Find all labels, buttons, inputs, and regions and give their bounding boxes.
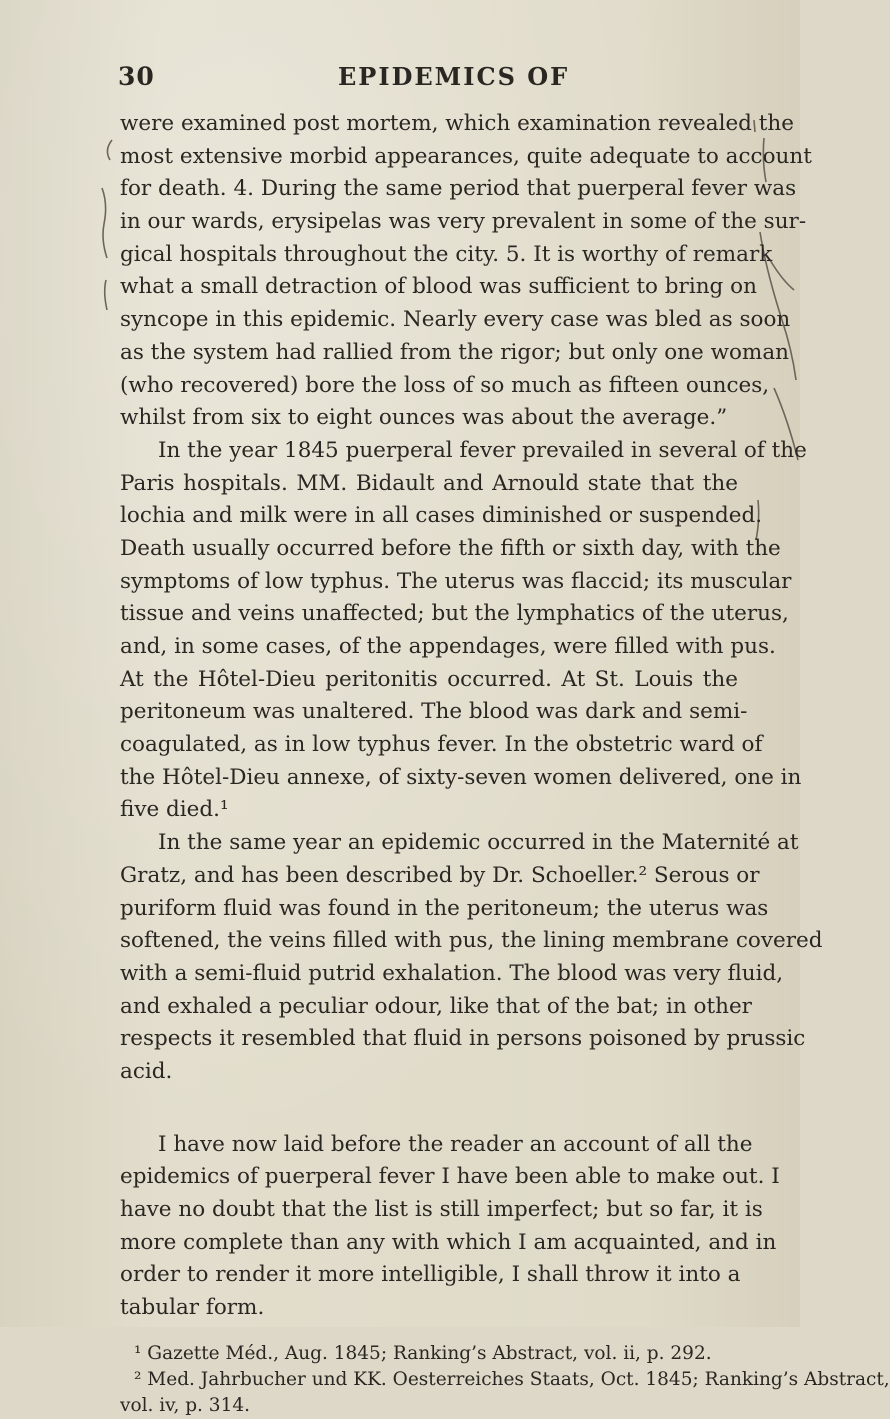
body-line: I have now laid before the reader an account of all the bbox=[158, 1131, 753, 1157]
body-line: whilst from six to eight ounces was about the average.” bbox=[120, 405, 728, 431]
body-line: Death usually occurred before the fifth or sixth day, with the bbox=[120, 535, 781, 561]
body-line: and, in some cases, of the appendages, were filled with pus. bbox=[120, 634, 776, 659]
body-line: In the year 1845 puerperal fever prevailed in several of the bbox=[158, 437, 807, 463]
left-margin-ink-mark bbox=[98, 140, 118, 320]
body-line: five died.¹ bbox=[120, 797, 229, 823]
footnote-continuation: vol. iv, p. 314. bbox=[120, 1394, 250, 1416]
body-line: tabular form. bbox=[120, 1295, 265, 1321]
body-line: the Hôtel-Dieu annexe, of sixty-seven women delivered, one in bbox=[120, 764, 802, 790]
body-line: Gratz, and has been described by Dr. Schoeller.² Serous or bbox=[120, 862, 760, 888]
body-line: puriform fluid was found in the peritoneum; the uterus was bbox=[120, 895, 769, 921]
body-line: lochia and milk were in all cases diminished or suspended. bbox=[120, 503, 763, 529]
section-gap bbox=[120, 1089, 738, 1129]
body-line: have no doubt that the list is still imperfect; but so far, it is bbox=[120, 1197, 763, 1222]
footnote: ² Med. Jahrbucher und KK. Oesterreiches Staats, Oct. 1845; Ranking’s Abstract, bbox=[134, 1368, 890, 1390]
body-line: as the system had rallied from the rigor; but only one woman bbox=[120, 339, 789, 365]
body-line: were examined post mortem, which examination revealed the bbox=[120, 111, 794, 136]
body-line: what a small detraction of blood was sufficient to bring on bbox=[120, 274, 757, 300]
body-line: most extensive morbid appearances, quite adequate to account bbox=[120, 143, 812, 169]
page-header bbox=[118, 62, 738, 96]
body-line: with a semi-fluid putrid exhalation. The blood was very fluid, bbox=[120, 960, 784, 986]
body-text bbox=[120, 108, 890, 1419]
body-line: order to render it more intelligible, I shall throw it into a bbox=[120, 1262, 741, 1288]
body-line: respects it resembled that fluid in persons poisoned by prussic bbox=[120, 1026, 806, 1052]
body-line: symptoms of low typhus. The uterus was flaccid; its muscular bbox=[120, 568, 792, 594]
body-line: gical hospitals throughout the city. 5. It is worthy of remark bbox=[120, 241, 773, 267]
footnote: ¹ Gazette Méd., Aug. 1845; Ranking’s Abstract, vol. ii, p. 292. bbox=[134, 1342, 712, 1364]
body-line: Paris hospitals. MM. Bidault and Arnould state that the bbox=[120, 470, 738, 496]
body-line: coagulated, as in low typhus fever. In the obstetric ward of bbox=[120, 732, 763, 758]
body-line: for death. 4. During the same period that puerperal fever was bbox=[120, 176, 797, 202]
body-line: syncope in this epidemic. Nearly every case was bled as soon bbox=[120, 307, 791, 333]
body-line: acid. bbox=[120, 1058, 173, 1084]
body-line: In the same year an epidemic occurred in the Maternité at bbox=[158, 830, 799, 856]
running-head: EPIDEMICS OF bbox=[338, 62, 570, 91]
body-line: epidemics of puerperal fever I have been able to make out. I bbox=[120, 1164, 780, 1190]
body-line: and exhaled a peculiar odour, like that of the bat; in other bbox=[120, 993, 752, 1019]
body-line: more complete than any with which I am acquainted, and in bbox=[120, 1229, 777, 1255]
body-line: softened, the veins filled with pus, the lining membrane covered bbox=[120, 928, 823, 954]
page-number: 30 bbox=[118, 62, 155, 91]
footnote-gap bbox=[120, 1325, 738, 1341]
body-line: tissue and veins unaffected; but the lymphatics of the uterus, bbox=[120, 601, 789, 627]
body-line: At the Hôtel-Dieu peritonitis occurred. At St. Louis the bbox=[120, 666, 738, 692]
body-line: peritoneum was unaltered. The blood was dark and semi- bbox=[120, 699, 748, 725]
body-line: (who recovered) bore the loss of so much as fifteen ounces, bbox=[120, 372, 770, 398]
body-line: in our wards, erysipelas was very prevalent in some of the sur- bbox=[120, 209, 807, 235]
